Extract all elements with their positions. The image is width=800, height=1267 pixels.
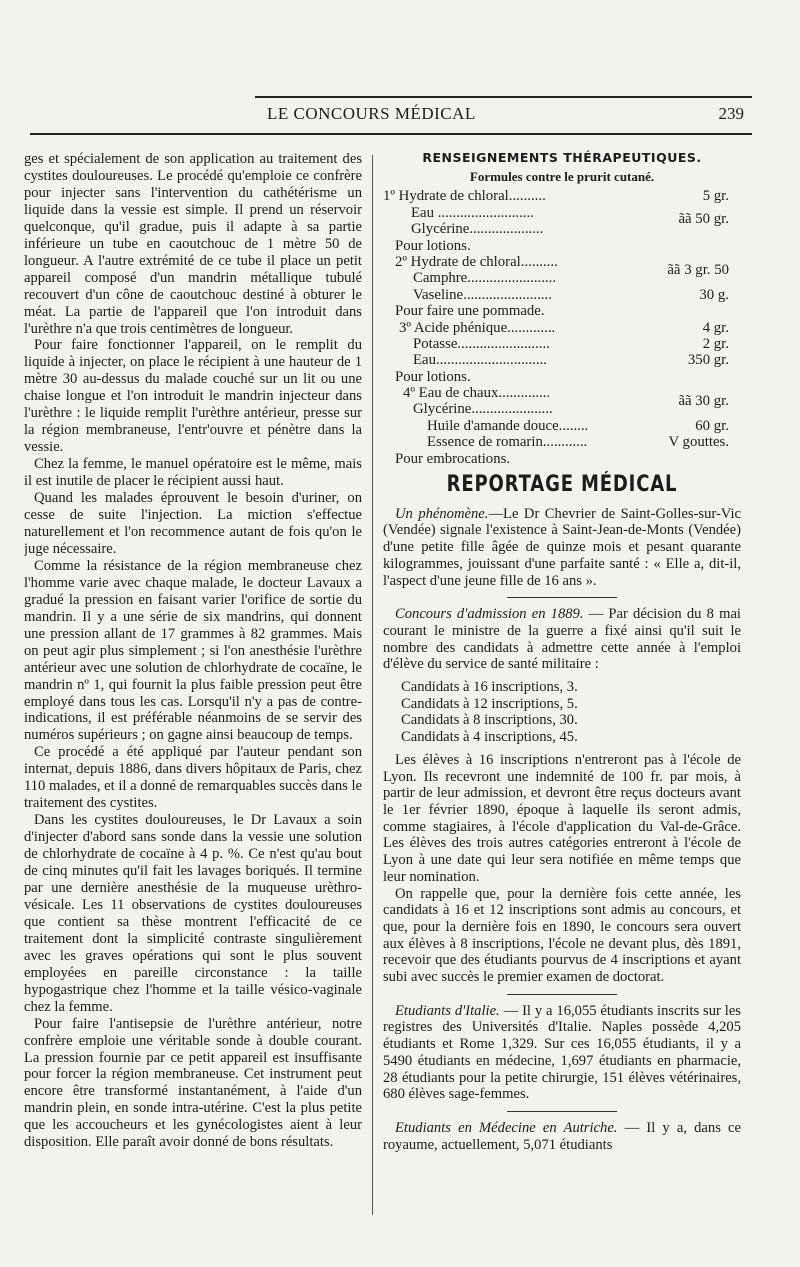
news-item (383, 1120, 741, 1153)
list-item: Candidats à 12 inscriptions, 5. (401, 695, 578, 712)
running-title: LE CONCOURS MÉDICAL (267, 104, 476, 123)
ingredient: Camphre........................ (413, 270, 557, 287)
usage-note: Pour faire une pommade. (395, 303, 545, 320)
paragraph: ges et spécialement de son application au traitement des cystites douloureuses. Le procédé qu'emploie ce confrère pour injecter sans l'intervention du cathétérisme un liquide dans la vessie est simple. Il prend un réservoir quelconque, qu'il gradue, puis il adapte à sa partie inférieure un tube en caoutchouc de 1 mètre 50 de longueur. A l'autre extrémité de ce tube il place un petit appareil composé d'un mandrin métallique tubulé recouvert d'un cône de caoutchouc destiné à obturer le méat. La partie de l'appareil que l'on introduit dans l'urèthre n'a que trois centimètres de longueur. (24, 151, 362, 337)
therapeutics-subtitle: Formules contre le prurit cutané. (469, 168, 655, 184)
formula-2 (383, 254, 741, 320)
paragraph: Pour faire fonctionner l'appareil, on le remplit du liquide à injecter, on place le récipient à une hauteur de 1 mètre 30 au-dessus du malade couché sur un lit ou une chaise longue et l'on introduit le mandrin injecteur dans l'urèthre : le liquide remplit l'urèthre antérieur, presse sur la région membraneuse, l'entr'ouvre et pénètre dans la vessie. (24, 337, 362, 456)
paragraph: Dans les cystites douloureuses, le Dr Lavaux a soin d'injecter d'abord sans sonde dans la vessie une solution de chlorhydrate de cocaïne à 4 p. %. Ce n'est qu'au bout de cinq minutes qu'il fait les lavages boriqués. Il termine par une dernière anesthésie de la muqueuse urèthro-vésicale. Les 11 observations de cystites douloureuses que contient sa thèse montrent l'efficacité de ce traitement dont la simplicité contraste singulièrement avec les graves opérations qui sont le plus souvent employées en pareille circonstance : la taille hypogastrique chez l'homme et la taille vésico-vaginale chez la femme. (24, 812, 362, 1015)
right-column (383, 150, 741, 1220)
ingredient: Huile d'amande douce........ (427, 417, 589, 434)
ingredient: Vaseline........................ (413, 286, 552, 303)
ingredient: Glycérine...................... (413, 401, 553, 418)
ingredient: 2º Hydrate de chloral.......... (395, 253, 558, 270)
separator (507, 1111, 617, 1112)
quantity: ãã 3 gr. 50 (667, 261, 729, 278)
quantity: 60 gr. (695, 417, 729, 434)
quantity: 2 gr. (702, 335, 729, 352)
usage-note: Pour lotions. (395, 368, 471, 385)
formula-1 (383, 188, 741, 254)
ingredient: Eau .......................... (411, 204, 534, 221)
ingredient: Potasse......................... (413, 335, 550, 352)
list-item: Candidats à 16 inscriptions, 3. (401, 679, 578, 696)
news-lead: Etudiants d'Italie. (395, 1002, 500, 1019)
ingredient: Glycérine.................... (411, 221, 544, 238)
news-lead: Etudiants en Médecine en Autriche. (395, 1119, 618, 1136)
news-text: — Par décision du 8 mai courant le ministre de la guerre a fixé ainsi qu'il suit le nombre des candidats à admettre cette année à l'emploi d'élève du service de santé militaire : (383, 606, 741, 673)
reportage-heading: REPORTAGE MÉDICAL (446, 472, 678, 498)
paragraph: Les élèves à 16 inscriptions n'entreront pas à l'école de Lyon. Ils recevront une indemnité de 100 fr. par mois, à partir de leur admission, et devront être reçus docteurs avant le 1er février 1890, époque à laquelle ils seront admis, comme stagiaires, à l'école d'application du Val-de-Grâce. Les élèves des trois autres catégories entreront à l'école de Lyon à une date qui leur sera notifiée en même temps que leur nomination. (383, 751, 741, 885)
paragraph: Chez la femme, le manuel opératoire est le même, mais il est inutile de placer le récipient aussi haut. (24, 456, 362, 490)
quantity: 30 g. (699, 286, 729, 303)
news-item (383, 1003, 741, 1103)
ingredient: Eau.............................. (413, 352, 547, 369)
news-text: — Il y a, dans ce royaume, actuellement, 5,071 étudiants (383, 1119, 741, 1153)
quantity: 350 gr. (687, 352, 729, 369)
ingredient: Essence de romarin............ (427, 434, 588, 451)
formula-3 (383, 320, 741, 386)
news-lead: Concours d'admission en 1889. (395, 606, 584, 623)
paragraph: Pour faire l'antisepsie de l'urèthre antérieur, notre confrère emploie une véritable sonde à double courant. La pression fournie par ce petit appareil est insuffisante pour forcer la région membraneuse. Cet instrument peut encore être transformé instantanément, à l'aide d'un mandrin plein, en sonde intra-utérine. C'est la plus petite que les accoucheurs et les gynécologistes aient à leur disposition. Elle paraît avoir donné de bons résultats. (24, 1015, 362, 1151)
formula-4 (383, 385, 741, 467)
quantity: ãã 30 gr. (678, 393, 729, 410)
quantity: V gouttes. (668, 434, 729, 451)
left-column (24, 151, 362, 1196)
usage-note: Pour lotions. (395, 237, 471, 254)
paragraph: Quand les malades éprouvent le besoin d'uriner, on cesse de suite l'injection. La miction s'effectue naturellement et l'on recommence autant de fois qu'on le juge nécessaire. (24, 490, 362, 557)
list-item: Candidats à 4 inscriptions, 45. (401, 729, 578, 746)
ingredient: 1º Hydrate de chloral.......... (383, 188, 546, 205)
news-text: —Le Dr Chevrier de Saint-Golles-sur-Vic (Vendée) signale l'existence à Saint-Jean-de-Monts (Vendée) d'une petite fille âgée de quinze mois et pesant quarante kilogrammes, jouissant d'une parfaite santé : « Elle a, dit-il, l'aspect d'une jeune fille de 16 ans ». (383, 505, 741, 589)
page-header (255, 104, 752, 130)
therapeutics-title: RENSEIGNEMENTS THÉRAPEUTIQUES. (422, 150, 702, 165)
news-item (383, 506, 741, 590)
paragraph: On rappelle que, pour la dernière fois cette année, les candidats à 16 et 12 inscriptions sont admis au concours, et que, pour la dernière fois en 1890, le concours sera ouvert aux élèves à 8 inscriptions, l'école ne devant plus, dès 1891, recevoir que des étudiants pourvus de 4 inscriptions et ayant subi avec succès le premier examen de doctorat. (383, 885, 741, 986)
page-number: 239 (718, 104, 744, 123)
usage-note: Pour embrocations. (395, 450, 511, 467)
paragraph: Comme la résistance de la région membraneuse chez l'homme varie avec chaque malade, le docteur Lavaux a gradué la pression en faisant varier l'orifice de sortie du mandrin. Il y a une série de six mandrins, qui donnent une pression allant de 17 grammes à 82 grammes. Mais on peut agir plus simplement ; si l'on anesthésie l'urèthre antérieur avec une solution de chlorhydrate de cocaïne, le mandrin nº 1, qui fournit la plus faible pression peut être employé dans tous les cas. Lorsqu'il n'y a pas de contre-indications, il est préférable néanmoins de se servir des numéros supérieurs ; on gagne ainsi beaucoup de temps. (24, 557, 362, 744)
top-rule (255, 96, 752, 98)
ingredient: 3º Acide phénique............. (399, 319, 556, 336)
paragraph: Ce procédé a été appliqué par l'auteur pendant son internat, depuis 1886, dans divers hôpitaux de Paris, chez 110 malades, et il a donné de remarquables succès dans le traitement des cystites. (24, 744, 362, 812)
news-lead: Un phénomène. (395, 505, 489, 522)
news-item (383, 606, 741, 673)
ingredient: 4º Eau de chaux.............. (403, 385, 551, 402)
quantity: 5 gr. (702, 188, 729, 205)
quantity: 4 gr. (702, 319, 729, 336)
separator (507, 597, 617, 598)
quantity: ãã 50 gr. (678, 210, 729, 227)
header-rule (30, 133, 752, 135)
list-item: Candidats à 8 inscriptions, 30. (401, 712, 578, 729)
column-divider (372, 155, 373, 1215)
news-text: — Il y a 16,055 étudiants inscrits sur les registres des Universités d'Italie. Naples possède 4,205 étudiants et Rome 1,329. Sur ces 16,055 étudiants, il y a 5490 étudiants en médecine, 1,697 étudiants en pharmacie, 28 étudiants pour la petite chirurgie, 151 élèves vétérinaires, 680 élèves sage-femmes. (383, 1002, 741, 1103)
separator (507, 994, 617, 995)
